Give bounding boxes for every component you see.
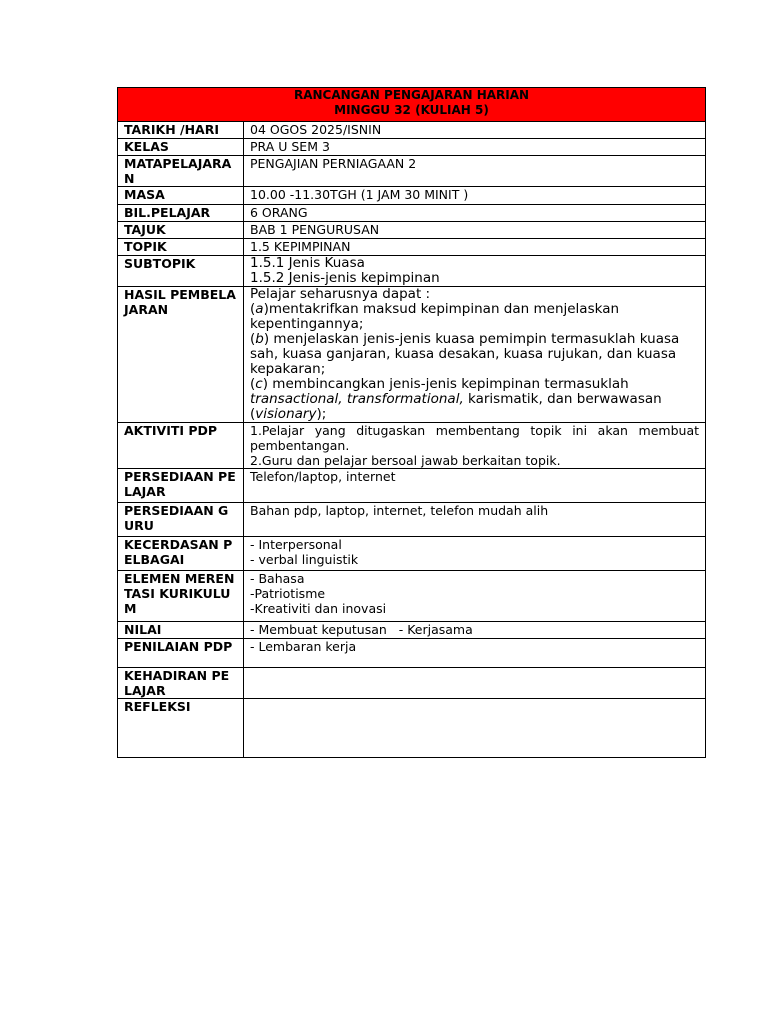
value-nilai: - Membuat keputusan - Kerjasama [244, 622, 706, 639]
row-hasil [118, 287, 706, 423]
hasil-item-a: (a)mentakrifkan maksud kepimpinan dan menjelaskan kepentingannya; [250, 301, 620, 332]
row-kehadiran [118, 668, 706, 699]
hasil-item-c: (c) membincangkan jenis-jenis kepimpinan termasuklah transactional, transformational, karismatik, dan berwawasan (visionary); [250, 376, 662, 422]
value-tajuk: BAB 1 PENGURUSAN [244, 222, 706, 239]
value-kehadiran [244, 668, 706, 699]
row-topik [118, 239, 706, 256]
elemen-line: -Patriotisme [250, 586, 326, 601]
aktiviti-line: 2.Guru dan pelajar bersoal jawab berkaitan topik. [250, 453, 561, 468]
value-aktiviti [244, 423, 706, 469]
hasil-c-italic2: visionary [255, 406, 317, 422]
lesson-plan-table [117, 87, 706, 758]
hasil-a-text: mentakrifkan maksud kepimpinan dan menjelaskan kepentingannya; [250, 301, 620, 332]
value-elemen [244, 571, 706, 622]
elemen-line: - Bahasa [250, 571, 305, 586]
label-kecerdasan: KECERDASAN PELBAGAI [118, 537, 244, 571]
row-kecerdasan [118, 537, 706, 571]
label-elemen: ELEMEN MERENTASI KURIKULUM [118, 571, 244, 622]
label-hasil: HASIL PEMBELAJARAN [118, 287, 244, 423]
label-aktiviti: AKTIVITI PDP [118, 423, 244, 469]
value-persediaan-pelajar: Telefon/laptop, internet [244, 469, 706, 503]
label-kehadiran: KEHADIRAN PELAJAR [118, 668, 244, 699]
header-row [118, 88, 706, 122]
value-kecerdasan [244, 537, 706, 571]
row-refleksi [118, 699, 706, 758]
row-masa [118, 187, 706, 205]
hasil-c-text2: karismatik, dan berwawasan ( [250, 391, 662, 422]
value-persediaan-guru: Bahan pdp, laptop, internet, telefon mudah alih [244, 503, 706, 537]
label-masa: MASA [118, 187, 244, 205]
label-bil-pelajar: BIL.PELAJAR [118, 205, 244, 222]
kecerdasan-line: - Interpersonal [250, 537, 342, 552]
row-subtopik [118, 256, 706, 287]
header-title: RANCANGAN PENGAJARAN HARIAN [293, 88, 530, 102]
value-penilaian: - Lembaran kerja [244, 639, 706, 668]
hasil-b-text: menjelaskan jenis-jenis kuasa pemimpin termasuklah kuasa sah, kuasa ganjaran, kuasa desakan, kuasa rujukan, dan kuasa kepakaran; [250, 331, 680, 377]
row-nilai [118, 622, 706, 639]
elemen-line: -Kreativiti dan inovasi [250, 601, 387, 616]
label-penilaian: PENILAIAN PDP [118, 639, 244, 668]
row-aktiviti [118, 423, 706, 469]
aktiviti-line: 1.Pelajar yang ditugaskan membentang topik ini akan membuat pembentangan. [250, 423, 700, 453]
row-tajuk [118, 222, 706, 239]
value-subtopik [244, 256, 706, 287]
row-matapelajaran [118, 156, 706, 187]
row-bil-pelajar [118, 205, 706, 222]
subtopik-line: 1.5.2 Jenis-jenis kepimpinan [250, 270, 440, 286]
hasil-c-letter: c [255, 376, 263, 392]
value-topik: 1.5 KEPIMPINAN [244, 239, 706, 256]
label-kelas: KELAS [118, 139, 244, 156]
row-persediaan-pelajar [118, 469, 706, 503]
value-masa: 10.00 -11.30TGH (1 JAM 30 MINIT ) [244, 187, 706, 205]
hasil-c-text: membincangkan jenis-jenis kepimpinan termasuklah [268, 376, 629, 392]
kecerdasan-line: - verbal linguistik [250, 552, 359, 567]
row-penilaian [118, 639, 706, 668]
label-tajuk: TAJUK [118, 222, 244, 239]
label-matapelajaran: MATAPELAJARAN [118, 156, 244, 187]
label-persediaan-guru: PERSEDIAAN GURU [118, 503, 244, 537]
value-bil-pelajar: 6 ORANG [244, 205, 706, 222]
value-matapelajaran: PENGAJIAN PERNIAGAAN 2 [244, 156, 706, 187]
hasil-c-end: ); [316, 406, 327, 422]
label-tarikh: TARIKH /HARI [118, 122, 244, 139]
hasil-item-b: (b) menjelaskan jenis-jenis kuasa pemimpin termasuklah kuasa sah, kuasa ganjaran, kuasa desakan, kuasa rujukan, dan kuasa kepakaran; [250, 331, 680, 377]
value-refleksi [244, 699, 706, 758]
label-persediaan-pelajar: PERSEDIAAN PELAJAR [118, 469, 244, 503]
header-cell [118, 88, 706, 122]
hasil-a-letter: a [255, 301, 264, 317]
label-nilai: NILAI [118, 622, 244, 639]
subtopik-line: 1.5.1 Jenis Kuasa [250, 255, 365, 271]
label-topik: TOPIK [118, 239, 244, 256]
row-persediaan-guru [118, 503, 706, 537]
row-elemen [118, 571, 706, 622]
hasil-b-letter: b [255, 331, 264, 347]
header-subtitle: MINGGU 32 (KULIAH 5) [334, 103, 489, 117]
value-tarikh: 04 OGOS 2025/ISNIN [244, 122, 706, 139]
hasil-c-italic: transactional, transformational, [250, 391, 464, 407]
label-refleksi: REFLEKSI [118, 699, 244, 758]
value-kelas: PRA U SEM 3 [244, 139, 706, 156]
hasil-intro: Pelajar seharusnya dapat : [250, 286, 431, 302]
row-kelas [118, 139, 706, 156]
value-hasil [244, 287, 706, 423]
label-subtopik: SUBTOPIK [118, 256, 244, 287]
row-tarikh [118, 122, 706, 139]
